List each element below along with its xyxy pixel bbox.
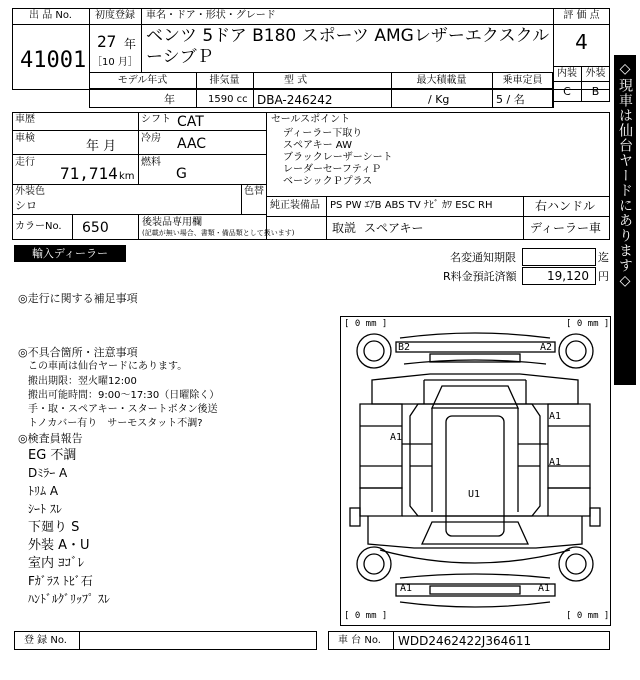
handle-side: 右ハンドル (535, 199, 596, 213)
damage-mark-front-left: A1 (400, 583, 413, 594)
interior-value: C (563, 85, 571, 98)
exterior-label: 外装 (585, 68, 606, 79)
divider (326, 196, 327, 240)
type-label: 型 式 (284, 75, 308, 86)
divider (138, 214, 139, 240)
fuel-label: 燃料 (141, 157, 161, 168)
divider (266, 196, 610, 197)
shift-value: CAT (177, 114, 204, 130)
defect-line: 手・取・スペアキー・スタートボタン後送 (28, 404, 218, 415)
divider (138, 112, 139, 184)
wheel-rear-right (559, 334, 593, 368)
sales-point-item: ブラックレーザーシート (283, 152, 393, 163)
inspector-line: ｼｰﾄ ｽﾚ (28, 502, 62, 516)
divider (266, 216, 610, 217)
lot-number: 41001 (20, 48, 87, 73)
equipment-value: PS PW ｴｱB ABS TV ﾅﾋﾞ ｶﾜ ESC RH (330, 200, 493, 211)
divider (12, 214, 266, 215)
divider (253, 72, 254, 108)
inspector-line: ﾊﾝﾄﾞﾙｸﾞﾘｯﾌﾟ ｽﾚ (28, 592, 110, 606)
type-value: DBA-246242 (257, 93, 333, 107)
mileage-unit: km (119, 171, 135, 182)
interior-label: 内装 (557, 68, 577, 79)
displacement-label: 排気量 (209, 75, 240, 86)
divider (12, 24, 610, 25)
model-year-unit: 年 (164, 93, 175, 106)
name-change-unit: 迄 (598, 251, 609, 264)
divider (241, 184, 242, 214)
color-no-value: 650 (82, 220, 109, 236)
tire-tread-rear-right: [ 0 mm ] (566, 319, 610, 329)
divider (553, 81, 610, 82)
damage-mark-left-side: A1 (390, 432, 403, 443)
defect-line: この車両は仙台ヤードにあります。 (28, 361, 188, 372)
inspector-line: Dﾐﾗｰ A (28, 466, 68, 480)
aftermarket-note: (記載が無い場合、書類・備品類として扱います) (142, 229, 295, 237)
import-dealer-badge: 輸入ディーラー (14, 245, 126, 262)
damage-mark-right-front-door: A1 (549, 411, 562, 422)
first-registration-label: 初度登録 (95, 10, 135, 21)
divider (12, 130, 266, 131)
divider (12, 154, 266, 155)
capacity-label: 乗車定員 (502, 75, 543, 86)
damage-mark-right-rear-door: A1 (549, 457, 562, 468)
manual-value: スペアキー (364, 221, 424, 235)
divider (12, 184, 266, 185)
max-load-value: / Kg (428, 93, 450, 106)
registration-no-label: 登 録 No. (24, 635, 67, 646)
divider (79, 631, 80, 650)
mileage-value: 71,714 (60, 164, 118, 183)
defect-line: トノカバー有り サーモスタット不調? (28, 418, 203, 429)
equipment-label: 純正装備品 (270, 200, 320, 211)
manual-label: 取説 (332, 221, 357, 235)
inspector-line: 下廻り S (28, 520, 80, 535)
registration-year-unit: 年 (124, 37, 137, 51)
color-no-label: カラーNo. (15, 221, 62, 232)
max-load-label: 最大積載量 (416, 75, 467, 86)
registration-year: 27 (97, 32, 117, 51)
tire-tread-front-right: [ 0 mm ] (566, 611, 610, 621)
inspector-line: Fｶﾞﾗｽ ﾄﾋﾞ石 (28, 574, 93, 588)
defect-line: 搬出期限：翌火曜12:00 (28, 376, 137, 387)
registration-month: ［10 月］ (92, 57, 138, 68)
color-change-label: 色替 (244, 186, 264, 197)
sales-point-item: レーダーセーフティＰ (283, 164, 382, 175)
ext-color-label: 外装色 (15, 186, 45, 197)
grade-label: 評 価 点 (563, 10, 600, 21)
sales-points-label: セールスポイント (271, 114, 351, 125)
chassis-no-label: 車 台 No. (338, 635, 381, 646)
driving-notes-title: ◎走行に関する補足事項 (18, 292, 138, 305)
defect-line: 搬出可能時間：9:00～17:30（日曜除く） (28, 390, 220, 401)
history-label: 車歴 (15, 114, 35, 125)
inspection-label: 車検 (15, 133, 35, 144)
capacity-value: 5 / 名 (496, 93, 525, 106)
name-change-label: 名変通知期限 (450, 251, 516, 264)
recycle-value: 19,120 (547, 269, 589, 283)
recycle-label: R料金預託済額 (443, 270, 517, 283)
aircon-value: AAC (177, 136, 207, 152)
location-banner-text: ◇現車は仙台ヤードにあります◇ (617, 61, 633, 290)
inspector-title: ◎検査員報告 (18, 432, 83, 445)
divider (72, 214, 73, 240)
sales-point-item: ベーシックＰプラス (283, 176, 373, 187)
wheel-rear-left (357, 334, 391, 368)
divider (89, 88, 553, 89)
tire-tread-rear-left: [ 0 mm ] (344, 319, 388, 329)
inspector-line: EG 不調 (28, 448, 77, 463)
location-side-banner (614, 55, 636, 385)
tire-tread-front-left: [ 0 mm ] (344, 611, 388, 621)
grade-value: 4 (575, 30, 588, 54)
damage-mark-front-right: A1 (538, 583, 551, 594)
exterior-value: B (591, 85, 600, 98)
mileage-label: 走行 (15, 157, 35, 168)
dealer-car: ディーラー車 (530, 221, 602, 235)
displacement-value: 1590 cc (208, 94, 248, 105)
defects-title: ◎不具合箇所・注意事項 (18, 346, 138, 359)
car-name-line2: ーシブＰ (146, 47, 214, 67)
inspector-line: 室内 ﾖｺﾞﾚ (28, 556, 85, 571)
damage-mark-rear-right: A2 (540, 342, 553, 353)
name-change-field (522, 248, 596, 266)
chassis-no-value: WDD2462422J364611 (398, 634, 532, 648)
car-name-label: 車名・ドア・形状・グレード (146, 10, 276, 21)
car-name-line1: ベンツ 5ドア B180 スポーツ AMGレザーエクスクル (146, 26, 550, 46)
sales-point-item: ディーラー下取り (283, 128, 363, 139)
model-year-label: モデル年式 (117, 75, 168, 86)
damage-mark-roof: U1 (468, 489, 481, 500)
inspector-line: ﾄﾘﾑ A (28, 484, 59, 498)
inspector-line: 外装 A・U (28, 538, 90, 553)
recycle-unit: 円 (598, 270, 609, 283)
lot-number-label: 出 品 No. (29, 10, 72, 21)
ext-color-value: シロ (15, 199, 37, 212)
divider (266, 112, 267, 240)
aftermarket-label: 後装品専用欄 (142, 217, 202, 228)
sales-point-item: スペアキー AW (283, 140, 352, 151)
fuel-value: G (176, 166, 187, 182)
inspection-value: 年 月 (86, 139, 117, 154)
damage-mark-rear-left: B2 (398, 342, 411, 353)
car-diagram (340, 316, 611, 626)
shift-label: シフト (141, 114, 171, 125)
aircon-label: 冷房 (141, 133, 161, 144)
divider (393, 631, 394, 650)
divider (141, 8, 142, 72)
divider (523, 196, 524, 240)
